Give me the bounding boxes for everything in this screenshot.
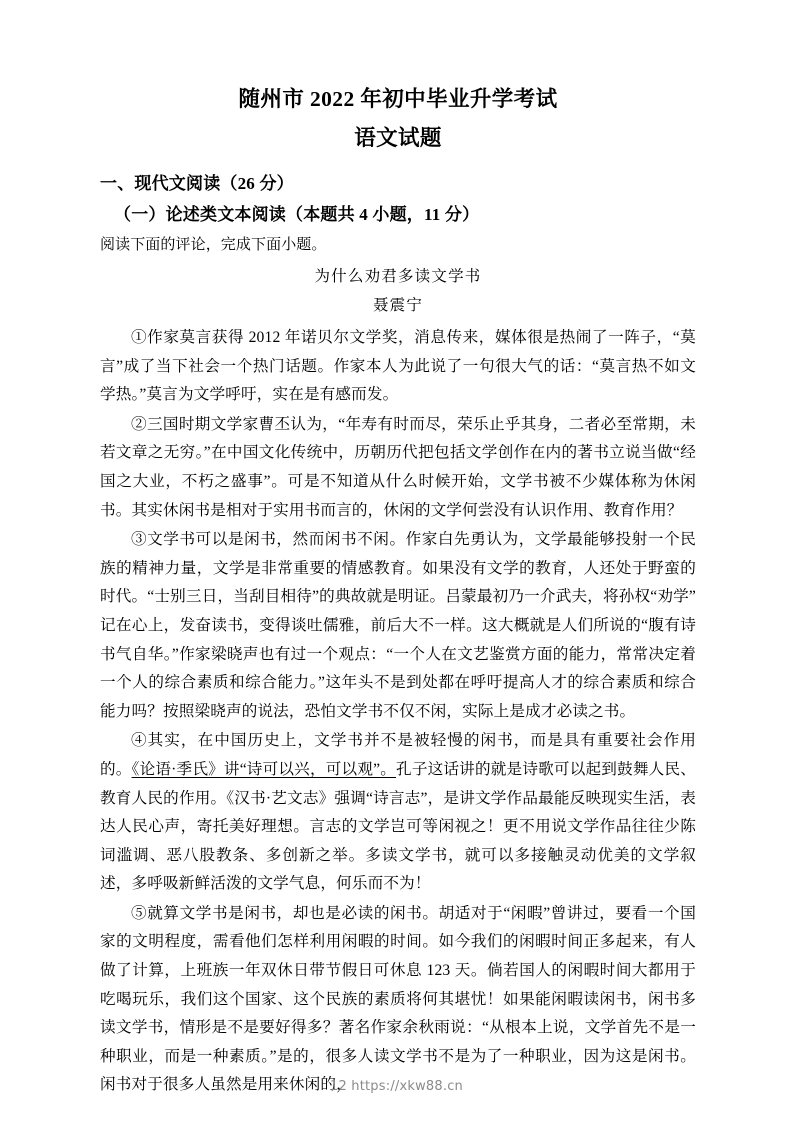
page-footer-watermark: 12 https://xkw88.cn bbox=[330, 1079, 463, 1094]
article-paragraph-1: ①作家莫言获得 2012 年诺贝尔文学奖，消息传来，媒体很是热闹了一阵子，“莫言”成了当下社会一个热门话题。作家本人为此说了一句很大气的话：“莫言热不如文学热。”莫言为文学呼吁，实在是有感而发。 bbox=[100, 329, 696, 404]
article-paragraph-4 bbox=[100, 727, 696, 899]
article-title: 为什么劝君多读文学书 bbox=[314, 268, 482, 285]
article-paragraph-5: ⑤就算文学书是闲书，却也是必读的闲书。胡适对于“闲暇”曾讲过，要看一个国家的文明程度，需看他们怎样利用闲暇的时间。如今我们的闲暇时间正多起来，有人做了计算，上班族一年双休日带节假日可休息 123 天。倘若国人的闲暇时间大都用于吃喝玩乐，我们这个国家、这个民族的素质将何其堪忧！如果能闲暇读闲书，闲书多读文学书，情形是不是要好得多？著名作家余秋雨说：“从根本上说，文学首先不是一种职业，而是一种素质。”是的，很多人读文学书不是为了一种职业，因为这是闲书。闲书对于很多人虽然是用来休闲的， bbox=[100, 904, 696, 1094]
document-subtitle: 语文试题 bbox=[354, 126, 442, 150]
paragraph-4-rest-text: 孔子这话讲的就是诗歌可以起到鼓舞人民、教育人民的作用。《汉书·艺文志》强调“诗言志”，是讲文学作品最能反映现实生活，表达人民心声，寄托美好理想。言志的文学岂可等闲视之！更不用说文学作品往往少陈词滥调、恶八股教条、多创新之举。多读文学书，就可以多接触灵动优美的文学叙述，多呼吸新鲜活泼的文学气息，何乐而不为！ bbox=[100, 760, 696, 893]
paragraph-4-lead-text: ④其实，在中国历史上，文学书并不是被轻慢的闲书，而是具有重要社会作用的。 bbox=[100, 732, 696, 778]
article-author: 聂震宁 bbox=[372, 297, 424, 314]
subsection-heading-argumentative-reading: （一）论述类文本阅读（本题共 4 小题，11 分） bbox=[114, 205, 480, 224]
page-content bbox=[100, 84, 696, 1100]
section-heading-part-one: 一、现代文阅读（26 分） bbox=[100, 174, 294, 193]
reading-instruction: 阅读下面的评论，完成下面小题。 bbox=[100, 237, 327, 253]
document-title: 随州市 2022 年初中毕业升学考试 bbox=[238, 87, 558, 111]
paragraph-4-underlined-text: 《论语·季氏》讲“诗可以兴，可以观”。 bbox=[131, 760, 397, 778]
article-paragraph-2: ②三国时期文学家曹丕认为，“年寿有时而尽，荣乐止乎其身，二者必至常期，未若文章之无穷。”在中国文化传统中，历朝历代把包括文学创作在内的著书立说当做“经国之大业，不朽之盛事”。可是不知道从什么时候开始，文学书被不少媒体称为休闲书。其实休闲书是相对于实用书而言的，休闲的文学何尝没有认识作用、教育作用？ bbox=[100, 415, 696, 519]
article-paragraph-3: ③文学书可以是闲书，然而闲书不闲。作家白先勇认为，文学最能够投射一个民族的精神力量，文学是非常重要的情感教育。如果没有文学的教育，人还处于野蛮的时代。“士别三日，当刮目相待”的典故就是明证。吕蒙最初乃一介武夫，将孙权“劝学”记在心上，发奋读书，变得谈吐儒雅，前后大不一样。这大概就是人们所说的“腹有诗书气自华。”作家梁晓声也有过一个观点：“一个人在文艺鉴赏方面的能力，常常决定着一个人的综合素质和综合能力。”这年头不是到处都在呼吁提高人才的综合素质和综合能力吗？按照梁晓声的说法，恐怕文学书不仅不闲，实际上是成才必读之书。 bbox=[100, 531, 696, 720]
